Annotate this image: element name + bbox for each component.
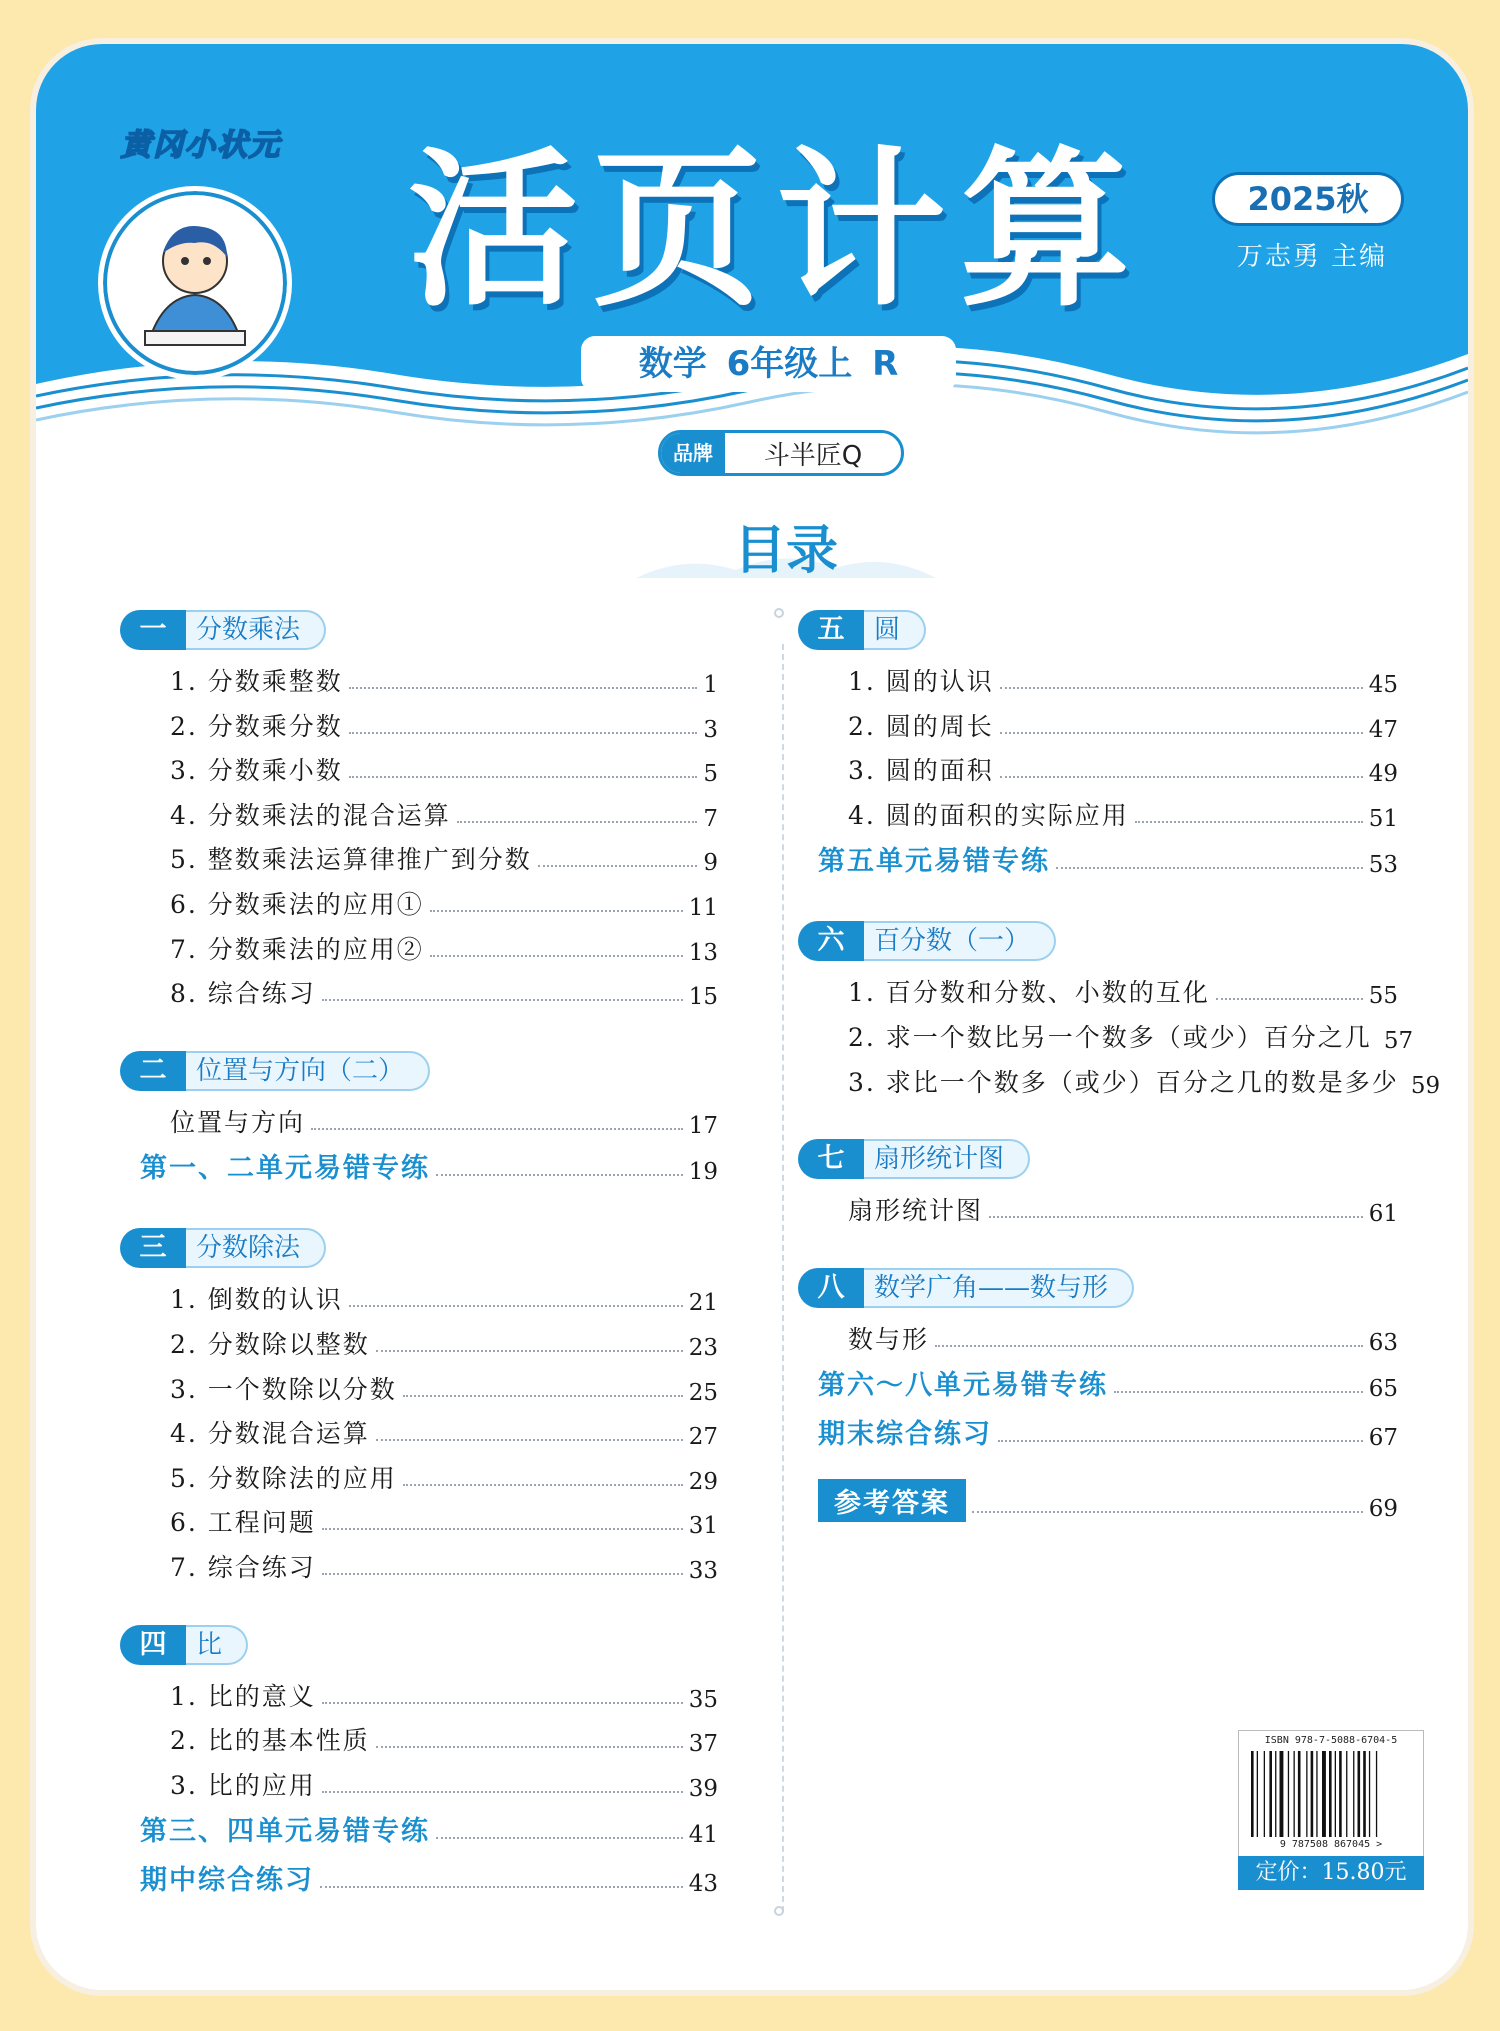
dot-leader — [349, 687, 698, 689]
dot-leader — [403, 1395, 683, 1397]
section-title: 扇形统计图 — [864, 1139, 1030, 1179]
dot-leader — [403, 1484, 683, 1486]
toc-entry-page: 17 — [688, 1112, 718, 1139]
barcode-bar — [1306, 1751, 1307, 1837]
toc-entry-label: 2. 分数除以整数 — [170, 1330, 370, 1359]
toc-practice-entry[interactable] — [140, 1863, 718, 1897]
section-title: 位置与方向（二） — [186, 1051, 430, 1091]
toc-entry-label: 3. 一个数除以分数 — [170, 1374, 397, 1404]
barcode-bar — [1376, 1751, 1377, 1837]
toc-entry[interactable] — [848, 1020, 1414, 1054]
toc-practice-entry[interactable] — [818, 1368, 1398, 1402]
toc-entry[interactable] — [170, 709, 718, 743]
toc-entry[interactable] — [170, 842, 718, 876]
toc-entry-label: 3. 比的应用 — [170, 1770, 316, 1800]
toc-entry[interactable] — [848, 1322, 1398, 1356]
barcode-bar — [1358, 1751, 1361, 1837]
toc-entry[interactable] — [170, 753, 718, 787]
section-number: 三 — [120, 1228, 186, 1268]
toc-entry-label: 6. 工程问题 — [170, 1508, 316, 1538]
price-label: 定价：15.80元 — [1238, 1856, 1424, 1890]
toc-entry-label: 5. 整数乘法运算律推广到分数 — [170, 845, 532, 875]
dot-leader — [1114, 1391, 1363, 1393]
toc-entry[interactable] — [170, 1768, 718, 1802]
section-number: 五 — [798, 610, 864, 650]
book-title: 活页计算 — [407, 132, 1144, 330]
toc-entry-label: 期中综合练习 — [140, 1865, 314, 1897]
toc-practice-entry[interactable] — [818, 1417, 1398, 1451]
barcode-bar — [1280, 1751, 1284, 1837]
toc-entry-page: 5 — [703, 761, 718, 788]
toc-entry-label: 1. 百分数和分数、小数的互化 — [848, 978, 1210, 1008]
toc-practice-entry[interactable] — [140, 1814, 718, 1848]
dot-leader — [349, 1305, 683, 1307]
isbn-text: ISBN 978-7-5088-6704-5 — [1264, 1735, 1398, 1746]
toc-entry[interactable] — [170, 1416, 718, 1450]
toc-entry-label: 2. 分数乘分数 — [170, 711, 343, 741]
dot-leader — [376, 1439, 683, 1441]
toc-entry-page: 35 — [688, 1686, 718, 1713]
toc-entry[interactable] — [848, 1193, 1398, 1227]
toc-entry-page: 33 — [688, 1558, 718, 1584]
toc-entry[interactable] — [170, 798, 718, 832]
toc-entry-page: 53 — [1368, 852, 1398, 879]
toc-entry-page: 13 — [688, 939, 718, 966]
dot-leader — [998, 1440, 1363, 1442]
brand-name: 斗半匠Q — [763, 440, 863, 471]
dot-leader — [320, 1886, 683, 1888]
toc-entry[interactable] — [848, 753, 1398, 787]
section-number: 六 — [798, 921, 864, 961]
barcode-bar — [1339, 1751, 1342, 1837]
barcode-bar — [1298, 1751, 1301, 1837]
toc-entry-page: 45 — [1368, 672, 1398, 698]
dot-leader — [457, 821, 698, 823]
toc-entry-label: 第五单元易错专练 — [818, 846, 1050, 878]
divider-dot-top — [774, 608, 784, 618]
dot-leader — [376, 1746, 683, 1748]
dot-leader — [1216, 998, 1363, 1000]
toc-entry-page: 57 — [1383, 1028, 1414, 1054]
dot-leader — [436, 1837, 683, 1839]
dot-leader — [935, 1345, 1363, 1347]
section-number: 二 — [120, 1051, 186, 1091]
dot-leader — [430, 910, 683, 912]
toc-entry-page: 21 — [688, 1290, 718, 1317]
toc-entry-label: 2. 求一个数比另一个数多（或少）百分之几 — [848, 1023, 1372, 1052]
toc-entry-page: 69 — [1368, 1496, 1398, 1523]
dot-leader — [1000, 687, 1363, 689]
brand-tag: 品牌 — [661, 433, 725, 473]
dot-leader — [1056, 867, 1363, 869]
dot-leader — [1000, 732, 1363, 734]
toc-entry-page: 43 — [688, 1871, 718, 1898]
toc-entry-page: 59 — [1410, 1072, 1441, 1099]
barcode-bar — [1264, 1751, 1265, 1837]
dot-leader — [322, 1573, 683, 1575]
toc-entry[interactable] — [170, 1679, 718, 1713]
toc-entry[interactable] — [170, 976, 718, 1010]
toc-entry-page: 9 — [703, 850, 718, 877]
barcode-bar — [1269, 1751, 1272, 1837]
toc-entry[interactable] — [170, 1505, 718, 1539]
toc-entry-label: 8. 综合练习 — [170, 979, 316, 1009]
toc-entry-label: 位置与方向 — [170, 1107, 306, 1137]
toc-entry-label: 4. 圆的面积的实际应用 — [848, 800, 1129, 830]
dot-leader — [322, 1702, 683, 1704]
answer-label: 参考答案 — [818, 1479, 966, 1522]
dot-leader — [972, 1511, 1363, 1513]
toc-entry-label: 7. 综合练习 — [170, 1553, 316, 1582]
logo-text: 黄冈小状元 — [121, 128, 281, 163]
toc-entry[interactable] — [848, 1065, 1441, 1099]
editor-credit: 万志勇 主编 — [1236, 242, 1388, 272]
dot-leader — [430, 955, 683, 957]
toc-entry-page: 23 — [688, 1335, 718, 1361]
barcode-bar — [1329, 1751, 1332, 1837]
toc-entry-page: 49 — [1368, 761, 1398, 788]
book-subtitle: 数学 6年级上 R — [581, 336, 956, 392]
toc-entry-page: 41 — [688, 1822, 718, 1849]
toc-entry-label: 3. 分数乘小数 — [170, 756, 343, 786]
toc-entry-page: 65 — [1368, 1376, 1398, 1403]
toc-entry-label: 7. 分数乘法的应用② — [170, 934, 424, 964]
toc-entry-page: 67 — [1368, 1425, 1398, 1452]
barcode-bars — [1251, 1751, 1413, 1837]
book-cover — [30, 38, 1474, 1996]
section-title: 比 — [186, 1625, 248, 1665]
toc-entry[interactable] — [170, 1550, 718, 1584]
toc-entry-page: 25 — [688, 1379, 718, 1406]
dot-leader — [322, 999, 683, 1001]
toc-entry[interactable] — [170, 932, 718, 966]
toc-entry-label: 4. 分数混合运算 — [170, 1419, 370, 1449]
section-title: 分数乘法 — [186, 610, 326, 650]
toc-entry-label: 第三、四单元易错专练 — [140, 1816, 430, 1848]
toc-entry-label: 扇形统计图 — [848, 1196, 984, 1226]
toc-entry-label: 第一、二单元易错专练 — [140, 1153, 430, 1185]
season-badge: 2025秋 — [1212, 172, 1404, 226]
toc-entry-page: 1 — [703, 672, 718, 698]
toc-entry-page: 19 — [688, 1159, 718, 1186]
section-number: 一 — [120, 610, 186, 650]
section-number: 四 — [120, 1625, 186, 1665]
barcode-bar — [1316, 1751, 1317, 1837]
toc-entry-label: 2. 圆的周长 — [848, 711, 994, 741]
toc-entry[interactable] — [848, 664, 1398, 698]
toc-entry[interactable] — [848, 798, 1398, 832]
toc-entry-label: 3. 圆的面积 — [848, 756, 994, 786]
toc-entry-page: 61 — [1368, 1201, 1398, 1228]
section-title: 分数除法 — [186, 1228, 326, 1268]
column-divider — [782, 644, 784, 1912]
toc-entry-label: 1. 比的意义 — [170, 1681, 316, 1711]
barcode-bar — [1335, 1751, 1336, 1837]
toc-entry-page: 27 — [688, 1424, 718, 1451]
mascot-icon — [103, 191, 287, 375]
toc-entry-page: 47 — [1368, 716, 1398, 743]
toc-entry-label: 1. 圆的认识 — [848, 667, 994, 696]
dot-leader — [376, 1350, 683, 1352]
dot-leader — [538, 865, 698, 867]
toc-entry-label: 1. 倒数的认识 — [170, 1285, 343, 1315]
toc-entry-label: 2. 比的基本性质 — [170, 1726, 370, 1756]
toc-entry-page: 63 — [1368, 1329, 1398, 1356]
brand-badge — [658, 430, 904, 476]
section-number: 七 — [798, 1139, 864, 1179]
toc-entry[interactable] — [848, 709, 1398, 743]
section-title: 百分数（一） — [864, 921, 1056, 961]
barcode-bar — [1275, 1751, 1276, 1837]
dot-leader — [349, 776, 698, 778]
toc-entry-page: 7 — [703, 805, 718, 832]
toc-entry-page: 11 — [688, 895, 718, 921]
cover-header — [36, 44, 1468, 444]
toc-entry-page: 51 — [1368, 805, 1398, 832]
toc-entry-page: 31 — [688, 1513, 718, 1540]
toc-entry[interactable] — [170, 1327, 718, 1361]
toc-practice-entry[interactable] — [140, 1151, 718, 1185]
dot-leader — [436, 1174, 683, 1176]
barcode-bar — [1353, 1751, 1354, 1837]
toc-entry[interactable] — [170, 887, 718, 921]
barcode-bar — [1363, 1751, 1366, 1837]
toc-entry[interactable] — [170, 1282, 718, 1316]
section-number: 八 — [798, 1268, 864, 1308]
toc-entry-page: 29 — [688, 1468, 718, 1495]
logo-mascot — [98, 186, 292, 380]
barcode-number: 9 787508 867045 > — [1279, 1839, 1383, 1850]
barcode-bar — [1294, 1751, 1295, 1837]
dot-leader — [1135, 821, 1363, 823]
divider-dot-bottom — [774, 1906, 784, 1916]
toc-entry[interactable] — [170, 1105, 718, 1139]
dot-leader — [1000, 776, 1363, 778]
toc-entry-label: 6. 分数乘法的应用① — [170, 890, 424, 919]
barcode-bar — [1322, 1751, 1326, 1837]
toc-entry-label: 数与形 — [848, 1324, 930, 1354]
toc-entry[interactable] — [170, 1461, 718, 1495]
toc-entry[interactable] — [170, 664, 718, 698]
toc-entry-label: 1. 分数乘整数 — [170, 667, 343, 696]
barcode-bar — [1311, 1751, 1314, 1837]
toc-entry-page: 37 — [688, 1731, 718, 1758]
dot-leader — [322, 1791, 683, 1793]
toc-entry-page: 55 — [1368, 983, 1398, 1010]
section-title: 数学广角——数与形 — [864, 1268, 1134, 1308]
dot-leader — [989, 1216, 1363, 1218]
barcode-bar — [1251, 1751, 1254, 1837]
toc-entry-label: 3. 求比一个数多（或少）百分之几的数是多少 — [848, 1067, 1399, 1097]
toc-entry-page: 15 — [688, 984, 718, 1011]
toc-practice-entry[interactable] — [818, 844, 1398, 878]
toc-entry-label: 4. 分数乘法的混合运算 — [170, 800, 451, 830]
toc-entry[interactable] — [848, 975, 1398, 1009]
toc-entry[interactable] — [170, 1723, 718, 1757]
toc-entry-page: 39 — [688, 1775, 718, 1802]
toc-entry-page: 3 — [703, 716, 718, 743]
barcode-bar — [1257, 1751, 1258, 1837]
toc-entry[interactable] — [170, 1372, 718, 1406]
dot-leader — [322, 1528, 683, 1530]
dot-leader — [311, 1128, 683, 1130]
toc-entry-label: 5. 分数除法的应用 — [170, 1463, 397, 1493]
dot-leader — [349, 732, 698, 734]
toc-heading: 目录 — [733, 521, 838, 581]
section-title: 圆 — [864, 610, 926, 650]
toc-entry-label: 第六～八单元易错专练 — [818, 1370, 1108, 1402]
toc-entry-label: 期末综合练习 — [818, 1419, 992, 1451]
barcode-bar — [1288, 1751, 1289, 1837]
barcode-bar — [1369, 1751, 1370, 1837]
toc-answer-entry[interactable] — [818, 1488, 1398, 1522]
barcode-bar — [1346, 1751, 1347, 1837]
